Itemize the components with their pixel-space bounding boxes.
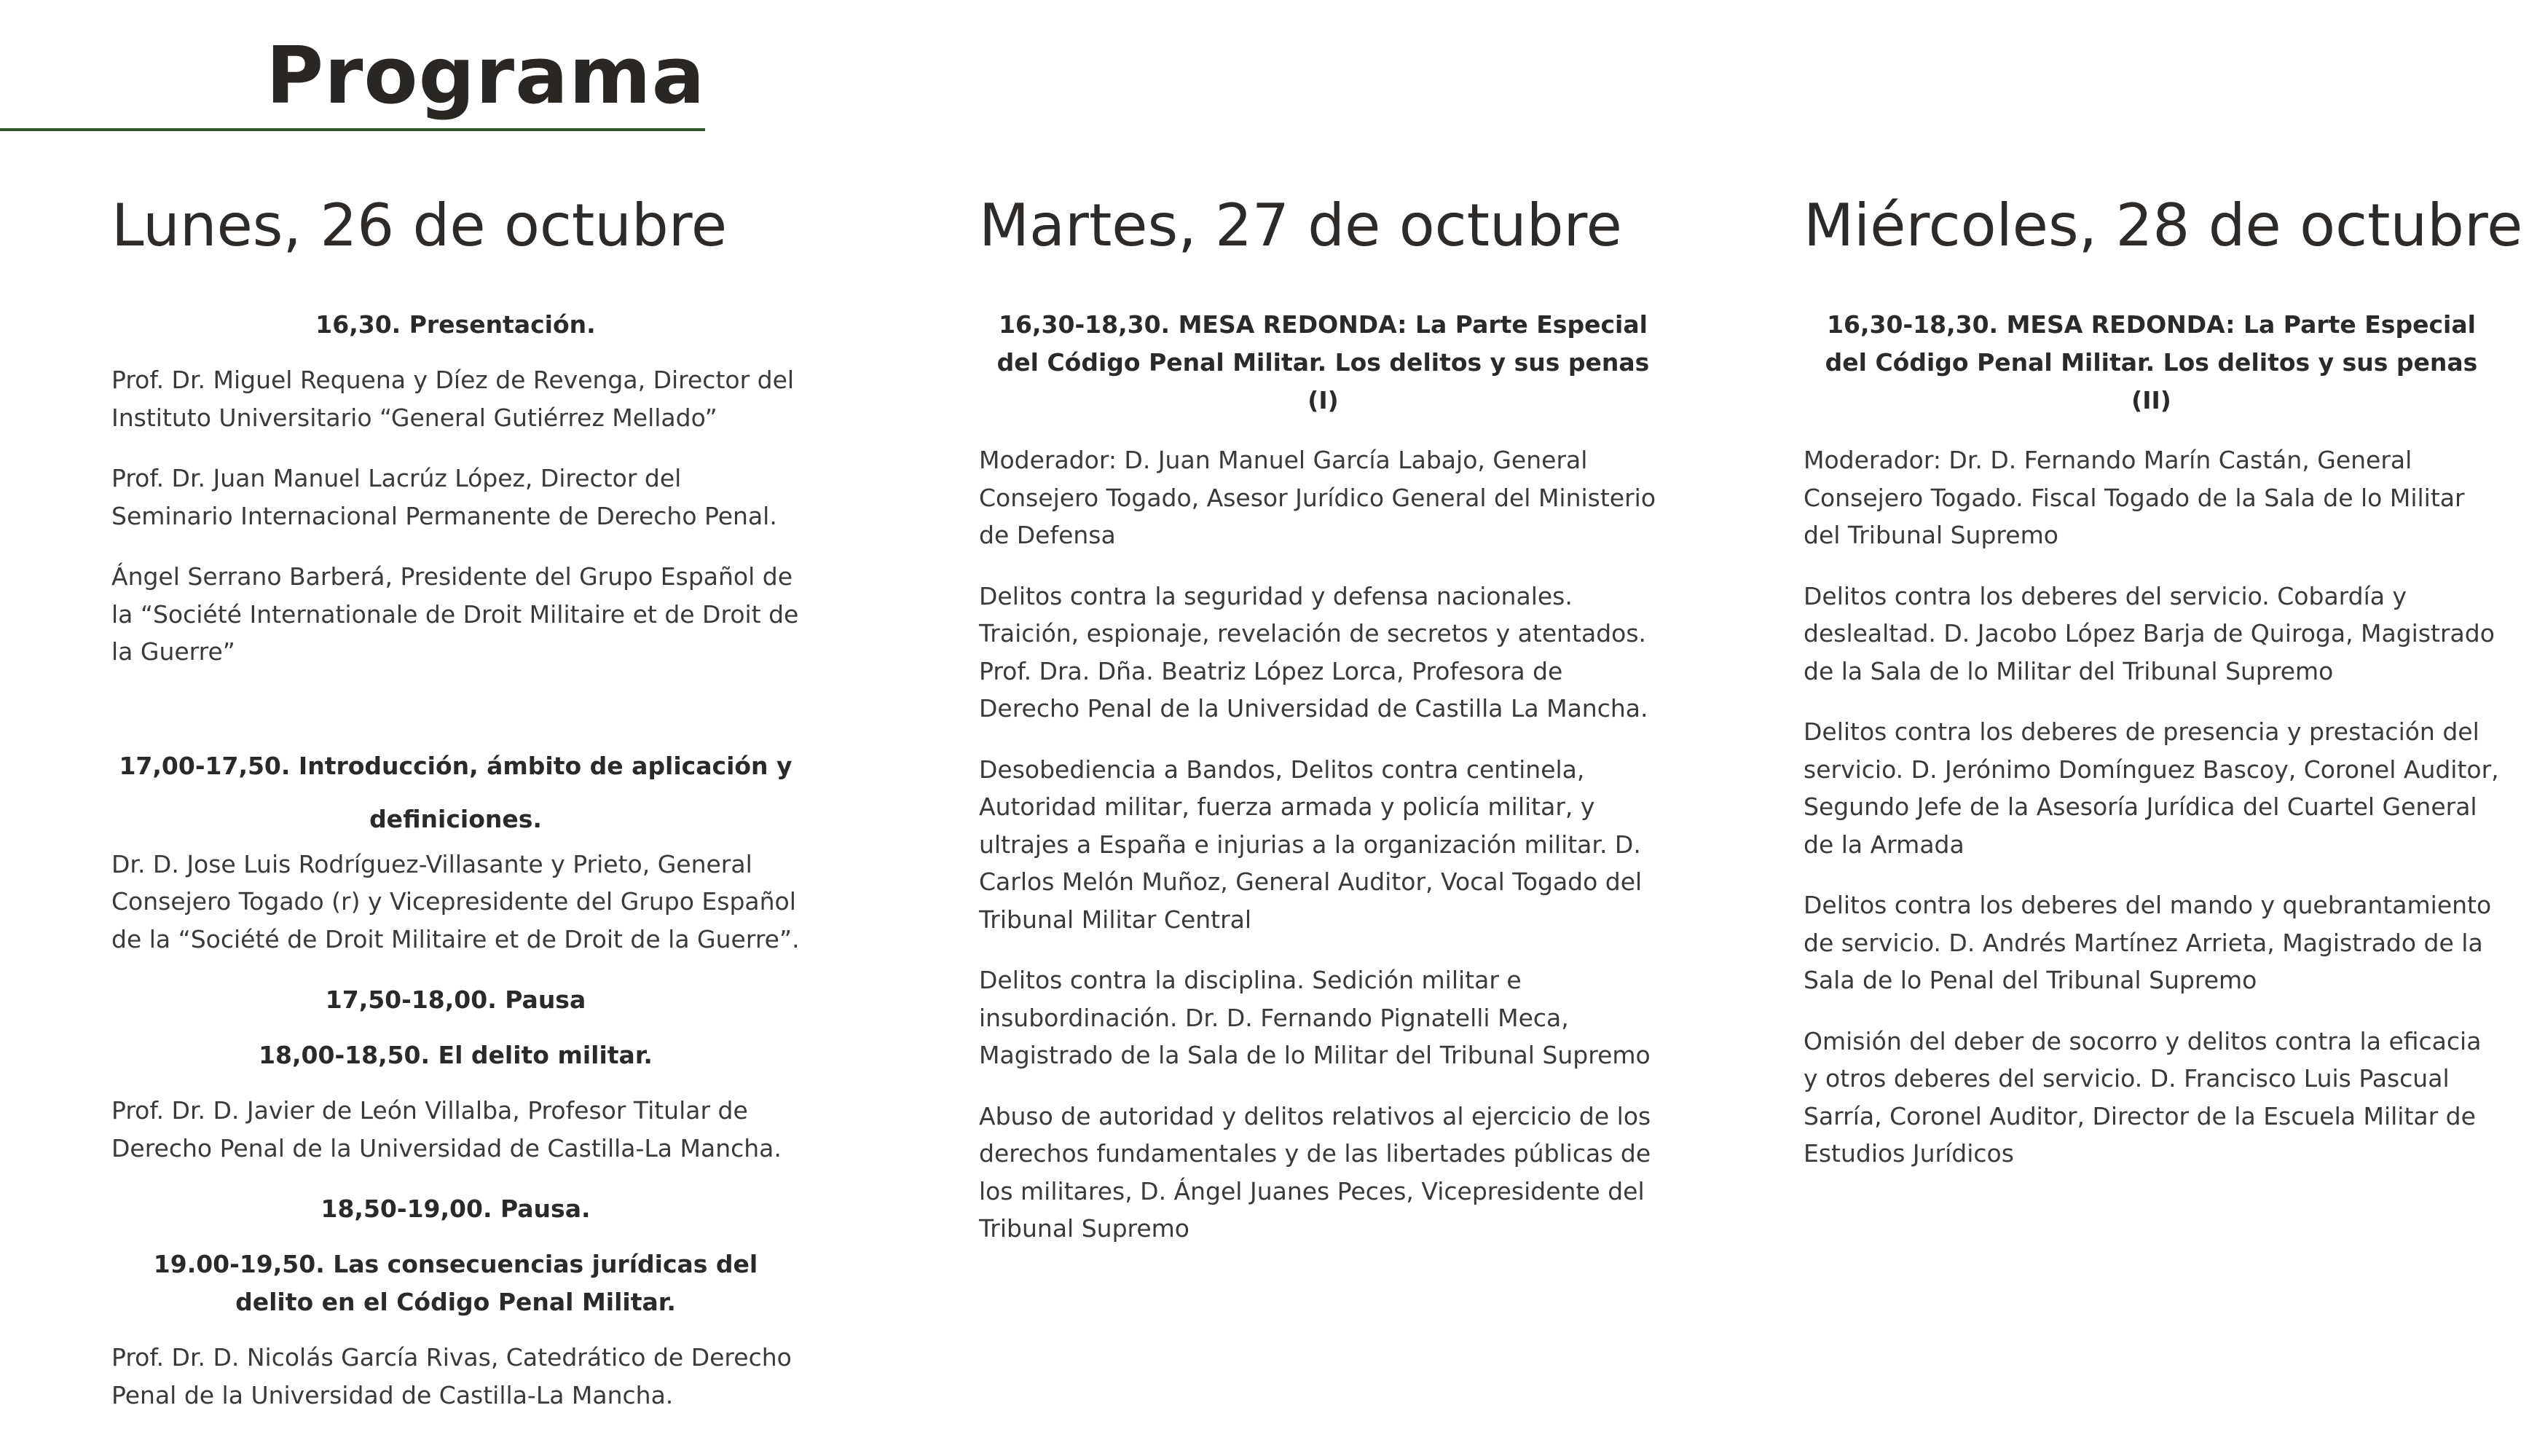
- speaker-paragraph: Omisión del deber de socorro y delitos contra la eficacia y otros deberes del servicio. D. Francisco Luis Pascual Sarría, Coronel Auditor, Director de la Escuela Militar de Estudios Jurídicos: [1804, 1026, 2482, 1168]
- speaker-paragraph: Prof. Dr. Miguel Requena y Díez de Revenga, Director del Instituto Universitario “General Gutiérrez Mellado”: [111, 366, 795, 432]
- speaker-paragraph: Delitos contra la seguridad y defensa nacionales. Traición, espionaje, revelación de secretos y atentados. Prof. Dra. Dña. Beatriz López Lorca, Profesora de Derecho Penal de la Universidad de Castilla La Mancha.: [979, 581, 1648, 723]
- session-time: 18,50-19,00. Pausa.: [320, 1195, 591, 1223]
- session-time: 16,30. Presentación.: [315, 310, 596, 339]
- speaker-paragraph: Ángel Serrano Barberá, Presidente del Grupo Español de la “Société Internationale de Droit Militaire et de Droit de la Guerre”: [111, 562, 799, 666]
- session-time: 18,00-18,50. El delito militar.: [259, 1041, 653, 1069]
- speaker-paragraph: Delitos contra los deberes del servicio. Cobardía y deslealtad. D. Jacobo López Barja de Quiroga, Magistrado de la Sala de lo Militar del Tribunal Supremo: [1804, 581, 2495, 685]
- speaker-paragraph: Delitos contra los deberes del mando y quebrantamiento de servicio. D. Andrés Martínez Arrieta, Magistrado de la Sala de lo Penal del Tribunal Supremo: [1804, 891, 2492, 994]
- day-heading: Lunes, 26 de octubre: [111, 192, 728, 259]
- title-divider: [0, 128, 705, 131]
- speaker-paragraph: Desobediencia a Bandos, Delitos contra centinela, Autoridad militar, fuerza armada y policía militar, y ultrajes a España e injurias a la organización militar. D. Carlos Melón Muñoz, General Auditor, Vocal Togado del Tribunal Militar Central: [979, 755, 1643, 934]
- speaker-paragraph: Delitos contra los deberes de presencia y prestación del servicio. D. Jerónimo Domínguez Bascoy, Coronel Auditor, Segundo Jefe de la Asesoría Jurídica del Cuartel General de la Armada: [1804, 717, 2499, 859]
- day-column-tuesday: [979, 189, 1667, 1271]
- speaker-paragraph: Prof. Dr. D. Nicolás García Rivas, Catedrático de Derecho Penal de la Universidad de Castilla-La Mancha.: [111, 1343, 792, 1409]
- speaker-paragraph: Prof. Dr. D. Javier de León Villalba, Profesor Titular de Derecho Penal de la Universidad de Castilla-La Mancha.: [111, 1096, 782, 1162]
- speaker-paragraph: Moderador: Dr. D. Fernando Marín Castán, General Consejero Togado. Fiscal Togado de la Sala de lo Militar del Tribunal Supremo: [1804, 446, 2465, 549]
- section-spacer: [111, 694, 800, 739]
- speaker-paragraph: Delitos contra la disciplina. Sedición militar e insubordinación. Dr. D. Fernando Pignatelli Meca, Magistrado de la Sala de lo Militar del Tribunal Supremo: [979, 966, 1651, 1069]
- session-time: 16,30-18,30. MESA REDONDA: La Parte Especial del Código Penal Militar. Los delitos y sus penas (II): [1825, 310, 2478, 414]
- speaker-paragraph: Moderador: D. Juan Manuel García Labajo, General Consejero Togado, Asesor Jurídico General del Ministerio de Defensa: [979, 446, 1656, 549]
- page-title: Programa: [266, 31, 706, 122]
- day-column-wednesday: [1804, 189, 2523, 1196]
- speaker-paragraph: Prof. Dr. Juan Manuel Lacrúz López, Director del Seminario Internacional Permanente de Derecho Penal.: [111, 464, 777, 530]
- day-column-monday: [111, 189, 800, 1437]
- session-time: 17,00-17,50. Introducción, ámbito de aplicación y definiciones.: [119, 751, 792, 833]
- speaker-paragraph: Dr. D. Jose Luis Rodríguez-Villasante y Prieto, General Consejero Togado (r) y Vicepresidente del Grupo Español de la “Société de Droit Militaire et de Droit de la Guerre”.: [111, 849, 800, 953]
- speaker-paragraph: Abuso de autoridad y delitos relativos al ejercicio de los derechos fundamentales y de las libertades públicas de los militares, D. Ángel Juanes Peces, Vicepresidente del Tribunal Supremo: [979, 1101, 1651, 1243]
- session-time: 16,30-18,30. MESA REDONDA: La Parte Especial del Código Penal Militar. Los delitos y sus penas (I): [996, 310, 1650, 414]
- session-time: 19.00-19,50. Las consecuencias jurídicas del delito en el Código Penal Militar.: [153, 1250, 758, 1316]
- day-heading: Miércoles, 28 de octubre: [1804, 192, 2523, 259]
- session-time: 17,50-18,00. Pausa: [325, 985, 586, 1014]
- day-heading: Martes, 27 de octubre: [979, 192, 1622, 259]
